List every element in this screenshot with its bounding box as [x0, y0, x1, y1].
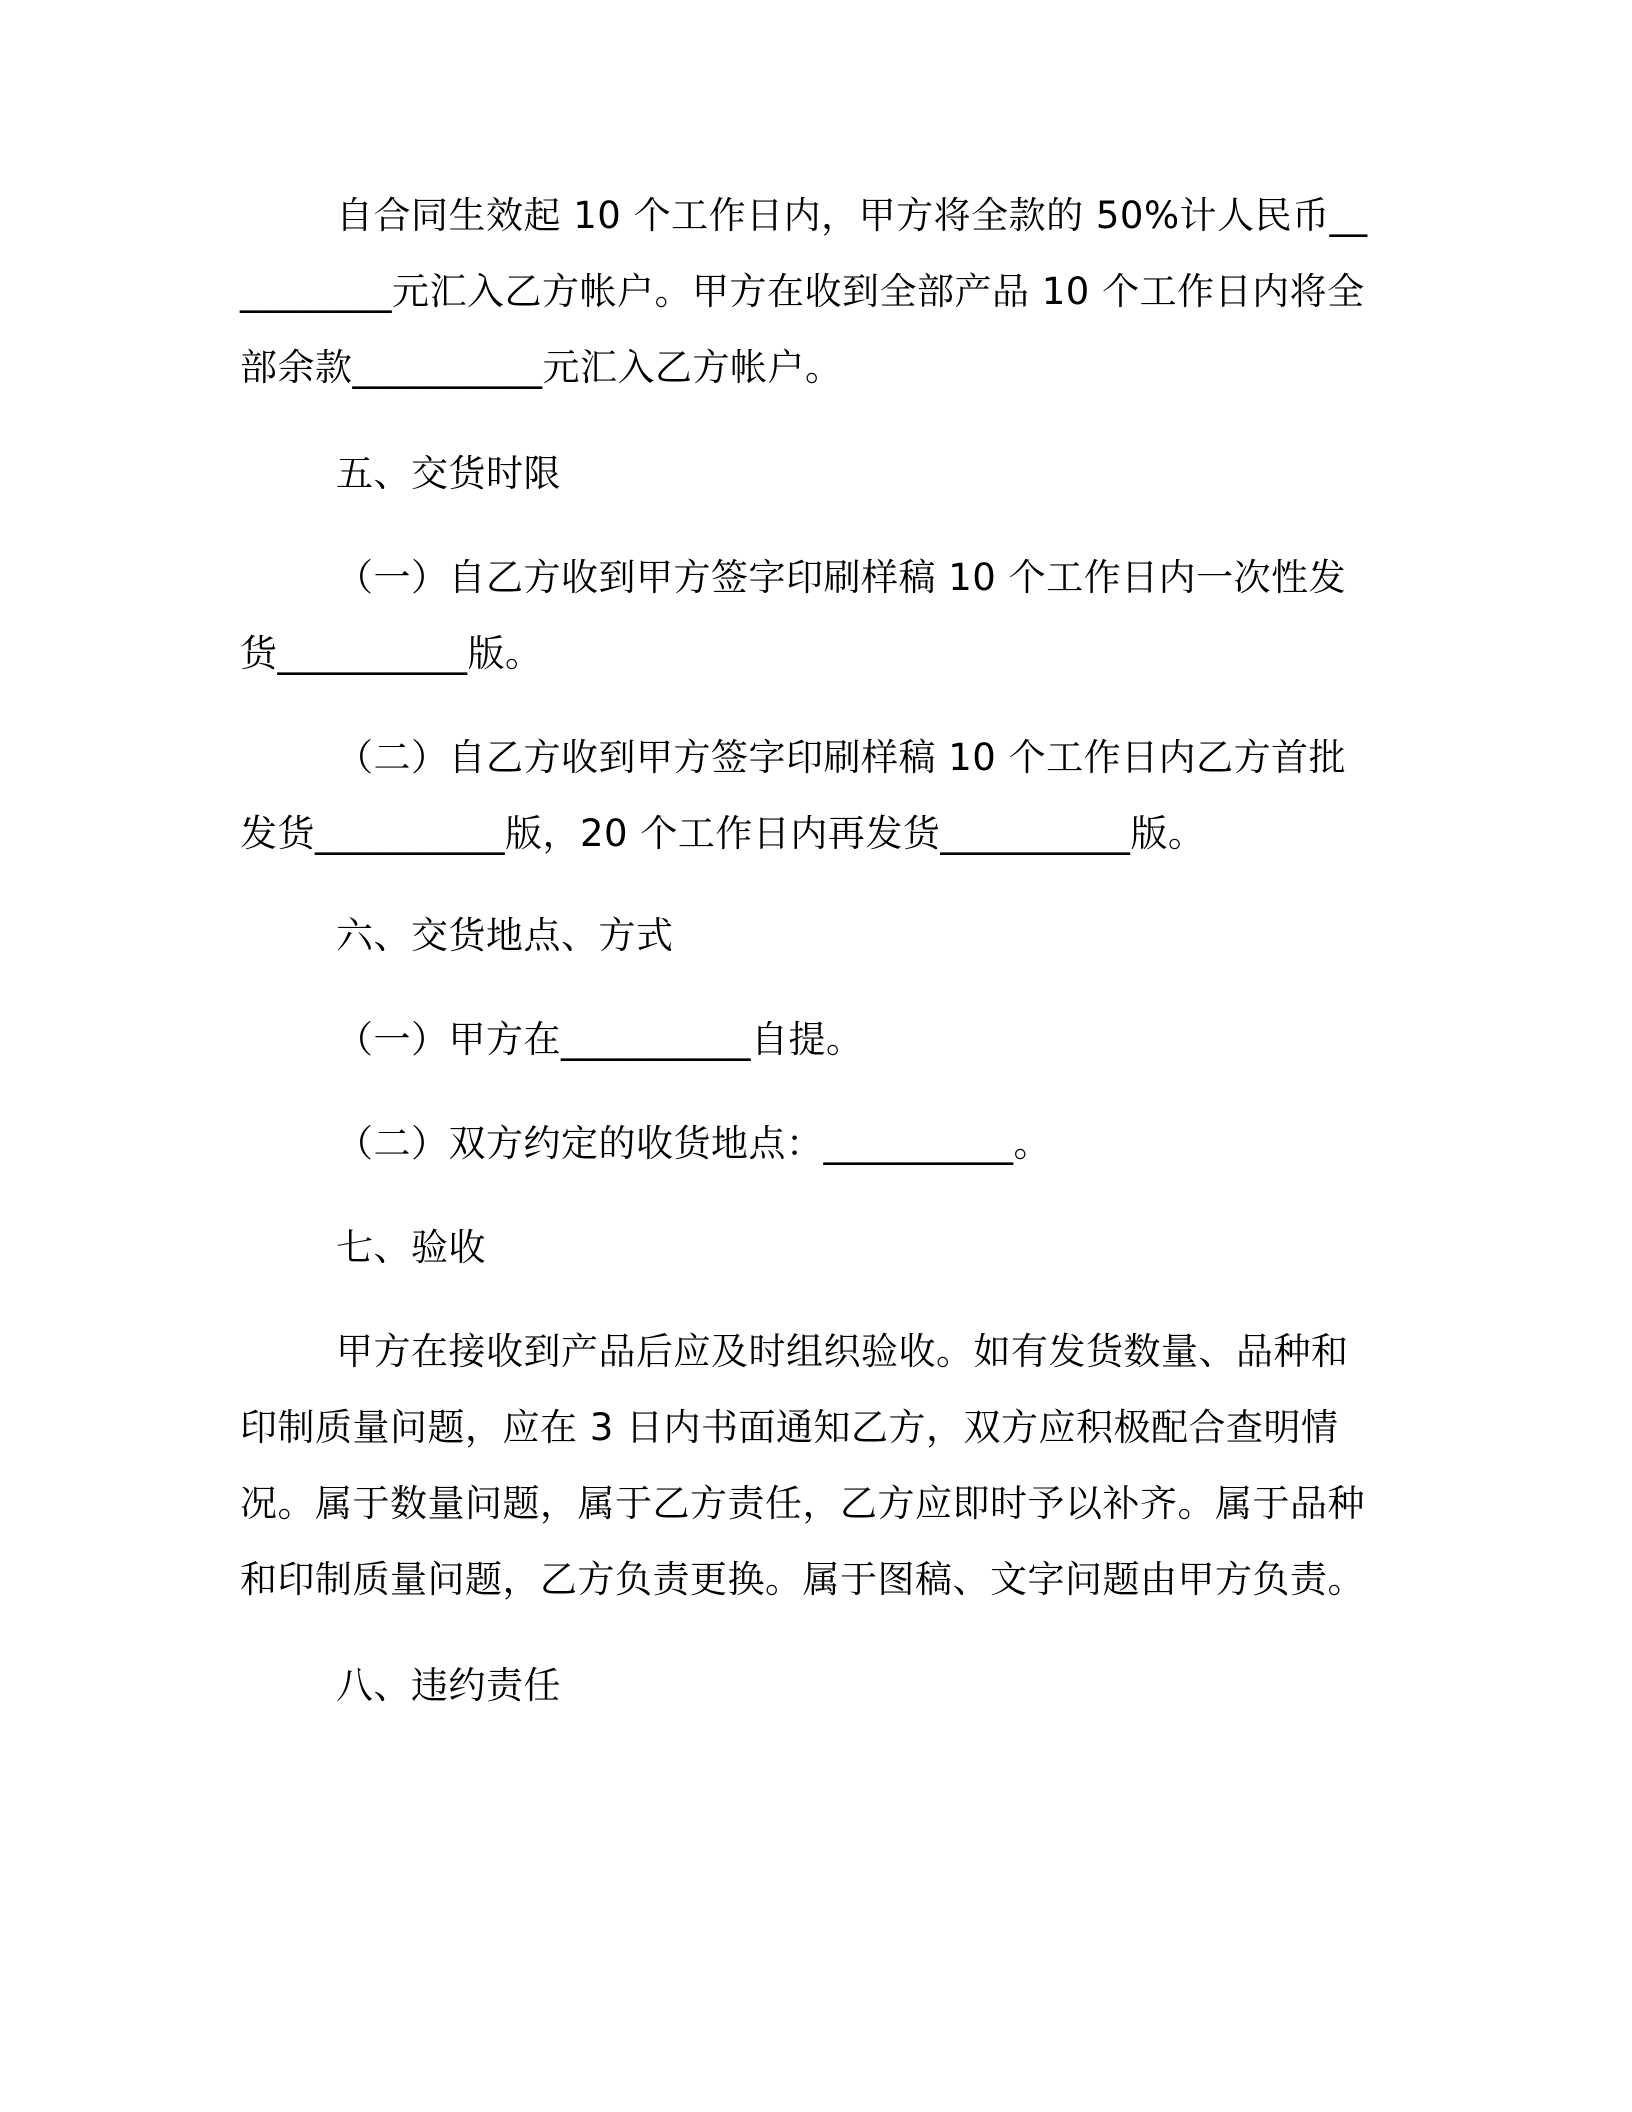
place-clause-2: （二）双方约定的收货地点：__________。	[336, 1122, 1051, 1165]
section-heading-delivery-time: 五、交货时限	[336, 452, 561, 495]
place-clause-1: （一）甲方在__________自提。	[336, 1018, 864, 1061]
delivery-clause-2: （二）自乙方收到甲方签字印刷样稿 10 个工作日内乙方首批发货__________版，20 个工作日内再发货__________版。	[240, 736, 1347, 855]
section-heading-acceptance: 七、验收	[336, 1226, 486, 1269]
delivery-clause-1: （一）自乙方收到甲方签字印刷样稿 10 个工作日内一次性发货__________版。	[240, 556, 1347, 675]
section-heading-delivery-place: 六、交货地点、方式	[336, 914, 674, 957]
payment-paragraph: 自合同生效起 10 个工作日内，甲方将全款的 50%计人民币__________元汇入乙方帐户。甲方在收到全部产品 10 个工作日内将全部余款__________元汇入乙方帐户。	[240, 194, 1368, 389]
section-heading-breach: 八、违约责任	[336, 1664, 561, 1707]
acceptance-paragraph: 甲方在接收到产品后应及时组织验收。如有发货数量、品种和印制质量问题，应在 3 日内书面通知乙方，双方应积极配合查明情况。属于数量问题，属于乙方责任，乙方应即时予以补齐。属于品种和印制质量问题，乙方负责更换。属于图稿、文字问题由甲方负责。	[240, 1330, 1365, 1601]
